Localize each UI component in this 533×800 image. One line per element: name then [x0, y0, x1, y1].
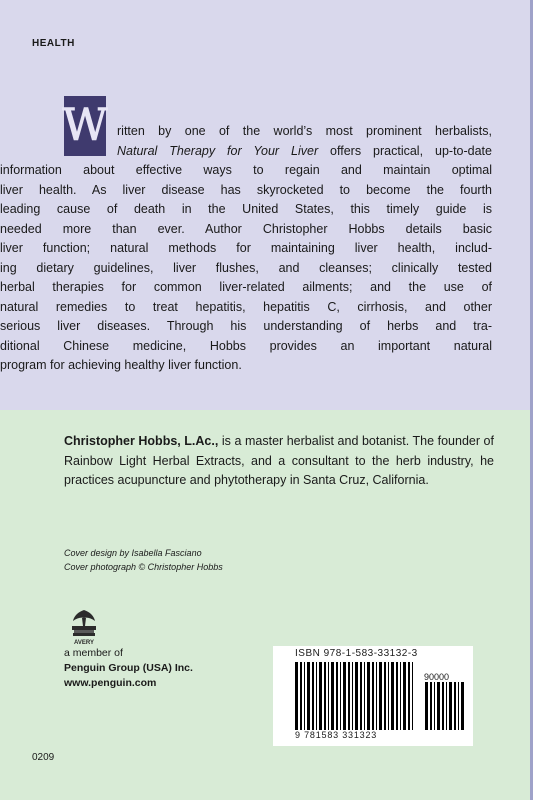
- description-line: liver health. As liver disease has skyrocketed to become the fourth: [0, 182, 492, 197]
- barcode-bar: [449, 682, 452, 730]
- barcode-bar: [336, 662, 338, 730]
- barcode-bar: [312, 662, 314, 730]
- description-line: liver function; natural methods for maintaining liver health, includ-: [0, 241, 492, 255]
- barcode-bar: [391, 662, 394, 730]
- description-line: ditional Chinese medicine, Hobbs provides an important natural: [0, 338, 492, 353]
- cover-design-credit: Cover design by Isabella Fasciano: [64, 548, 202, 558]
- barcode-bar: [331, 662, 334, 730]
- description-line: needed more than ever. Author Christopher Hobbs details basic: [0, 221, 492, 236]
- barcode-bar: [446, 682, 447, 730]
- barcode-bar: [396, 662, 398, 730]
- barcode-bar: [384, 662, 386, 730]
- barcode-bar: [367, 662, 370, 730]
- description-line: leading cause of death in the United States, this timely guide is: [0, 202, 492, 216]
- cover-credits: [64, 546, 223, 574]
- book-title: Natural Therapy for Your Liver: [117, 143, 319, 158]
- barcode-bar: [300, 662, 302, 730]
- barcode-bar: [348, 662, 350, 730]
- barcode-bar: [400, 662, 401, 730]
- barcode-bar: [343, 662, 346, 730]
- print-code: 0209: [32, 752, 55, 763]
- description-line: information about effective ways to regain and maintain optimal: [0, 163, 492, 177]
- barcode-bar: [408, 662, 410, 730]
- book-description: [0, 122, 492, 375]
- price-code: 90000: [424, 672, 450, 682]
- publisher-line: a member of: [64, 647, 123, 659]
- publisher-website: www.penguin.com: [64, 677, 157, 689]
- barcode-bar: [425, 682, 428, 730]
- barcode-bar: [328, 662, 329, 730]
- barcode-bar: [307, 662, 310, 730]
- barcode-bar: [364, 662, 365, 730]
- barcode-bar: [412, 662, 413, 730]
- description-line: herbal therapies for common liver-related ailments; and the use of: [0, 280, 492, 294]
- author-bio: [64, 432, 494, 491]
- avery-bird-books-icon: [64, 606, 104, 646]
- avery-wordmark: AVERY: [73, 640, 95, 646]
- barcode-bar: [376, 662, 377, 730]
- description-line: [117, 142, 492, 162]
- description-line: ing dietary guidelines, liver flushes, and cleanses; clinically tested: [0, 260, 492, 275]
- cover-photo-credit: Cover photograph © Christopher Hobbs: [64, 562, 223, 572]
- author-name: Christopher Hobbs, L.Ac.,: [64, 434, 219, 448]
- barcode-bar: [304, 662, 305, 730]
- barcode-bar: [379, 662, 382, 730]
- barcode-bar: [454, 682, 456, 730]
- barcode-bar: [352, 662, 353, 730]
- barcode-bar: [319, 662, 322, 730]
- barcode-bar: [442, 682, 444, 730]
- barcode-bar: [360, 662, 362, 730]
- barcode-bar: [316, 662, 317, 730]
- description-line: natural remedies to treat hepatitis, hepatitis C, cirrhosis, and other: [0, 299, 492, 314]
- author-bio-text: is a master herbalist and botanist. The founder of Rainbow Light Herbal Extracts, and a consultant to the herb industry, he practices acupuncture and phytotherapy in Santa Cruz, California.: [64, 434, 494, 487]
- barcode-bar: [434, 682, 435, 730]
- barcode-bar: [461, 682, 464, 730]
- description-text: offers practical, up-to-date: [318, 143, 492, 158]
- category-label: HEALTH: [32, 38, 75, 49]
- barcode-bar: [403, 662, 406, 730]
- barcode-bar: [458, 682, 459, 730]
- description-line: serious liver diseases. Through his understanding of herbs and tra-: [0, 319, 492, 333]
- avery-logo: [64, 606, 104, 646]
- barcode-bar: [388, 662, 389, 730]
- barcode-bar: [430, 682, 432, 730]
- ean-number: 9 781583 331323: [295, 730, 378, 740]
- barcode-bar: [355, 662, 358, 730]
- drop-cap-letter: W: [62, 100, 108, 151]
- drop-cap: [64, 96, 106, 156]
- barcode-bar: [295, 662, 298, 730]
- description-line: program for achieving healthy liver function.: [0, 358, 242, 372]
- barcode-bar: [340, 662, 341, 730]
- barcode-bar: [437, 682, 440, 730]
- isbn-number: ISBN 978-1-583-33132-3: [295, 648, 418, 659]
- description-line: ritten by one of the world’s most prominent herbalists,: [117, 124, 492, 138]
- barcode-bar: [372, 662, 374, 730]
- publisher-name: Penguin Group (USA) Inc.: [64, 662, 193, 674]
- publisher-info: [64, 646, 193, 691]
- barcode-bar: [324, 662, 326, 730]
- isbn-barcode: [273, 646, 473, 746]
